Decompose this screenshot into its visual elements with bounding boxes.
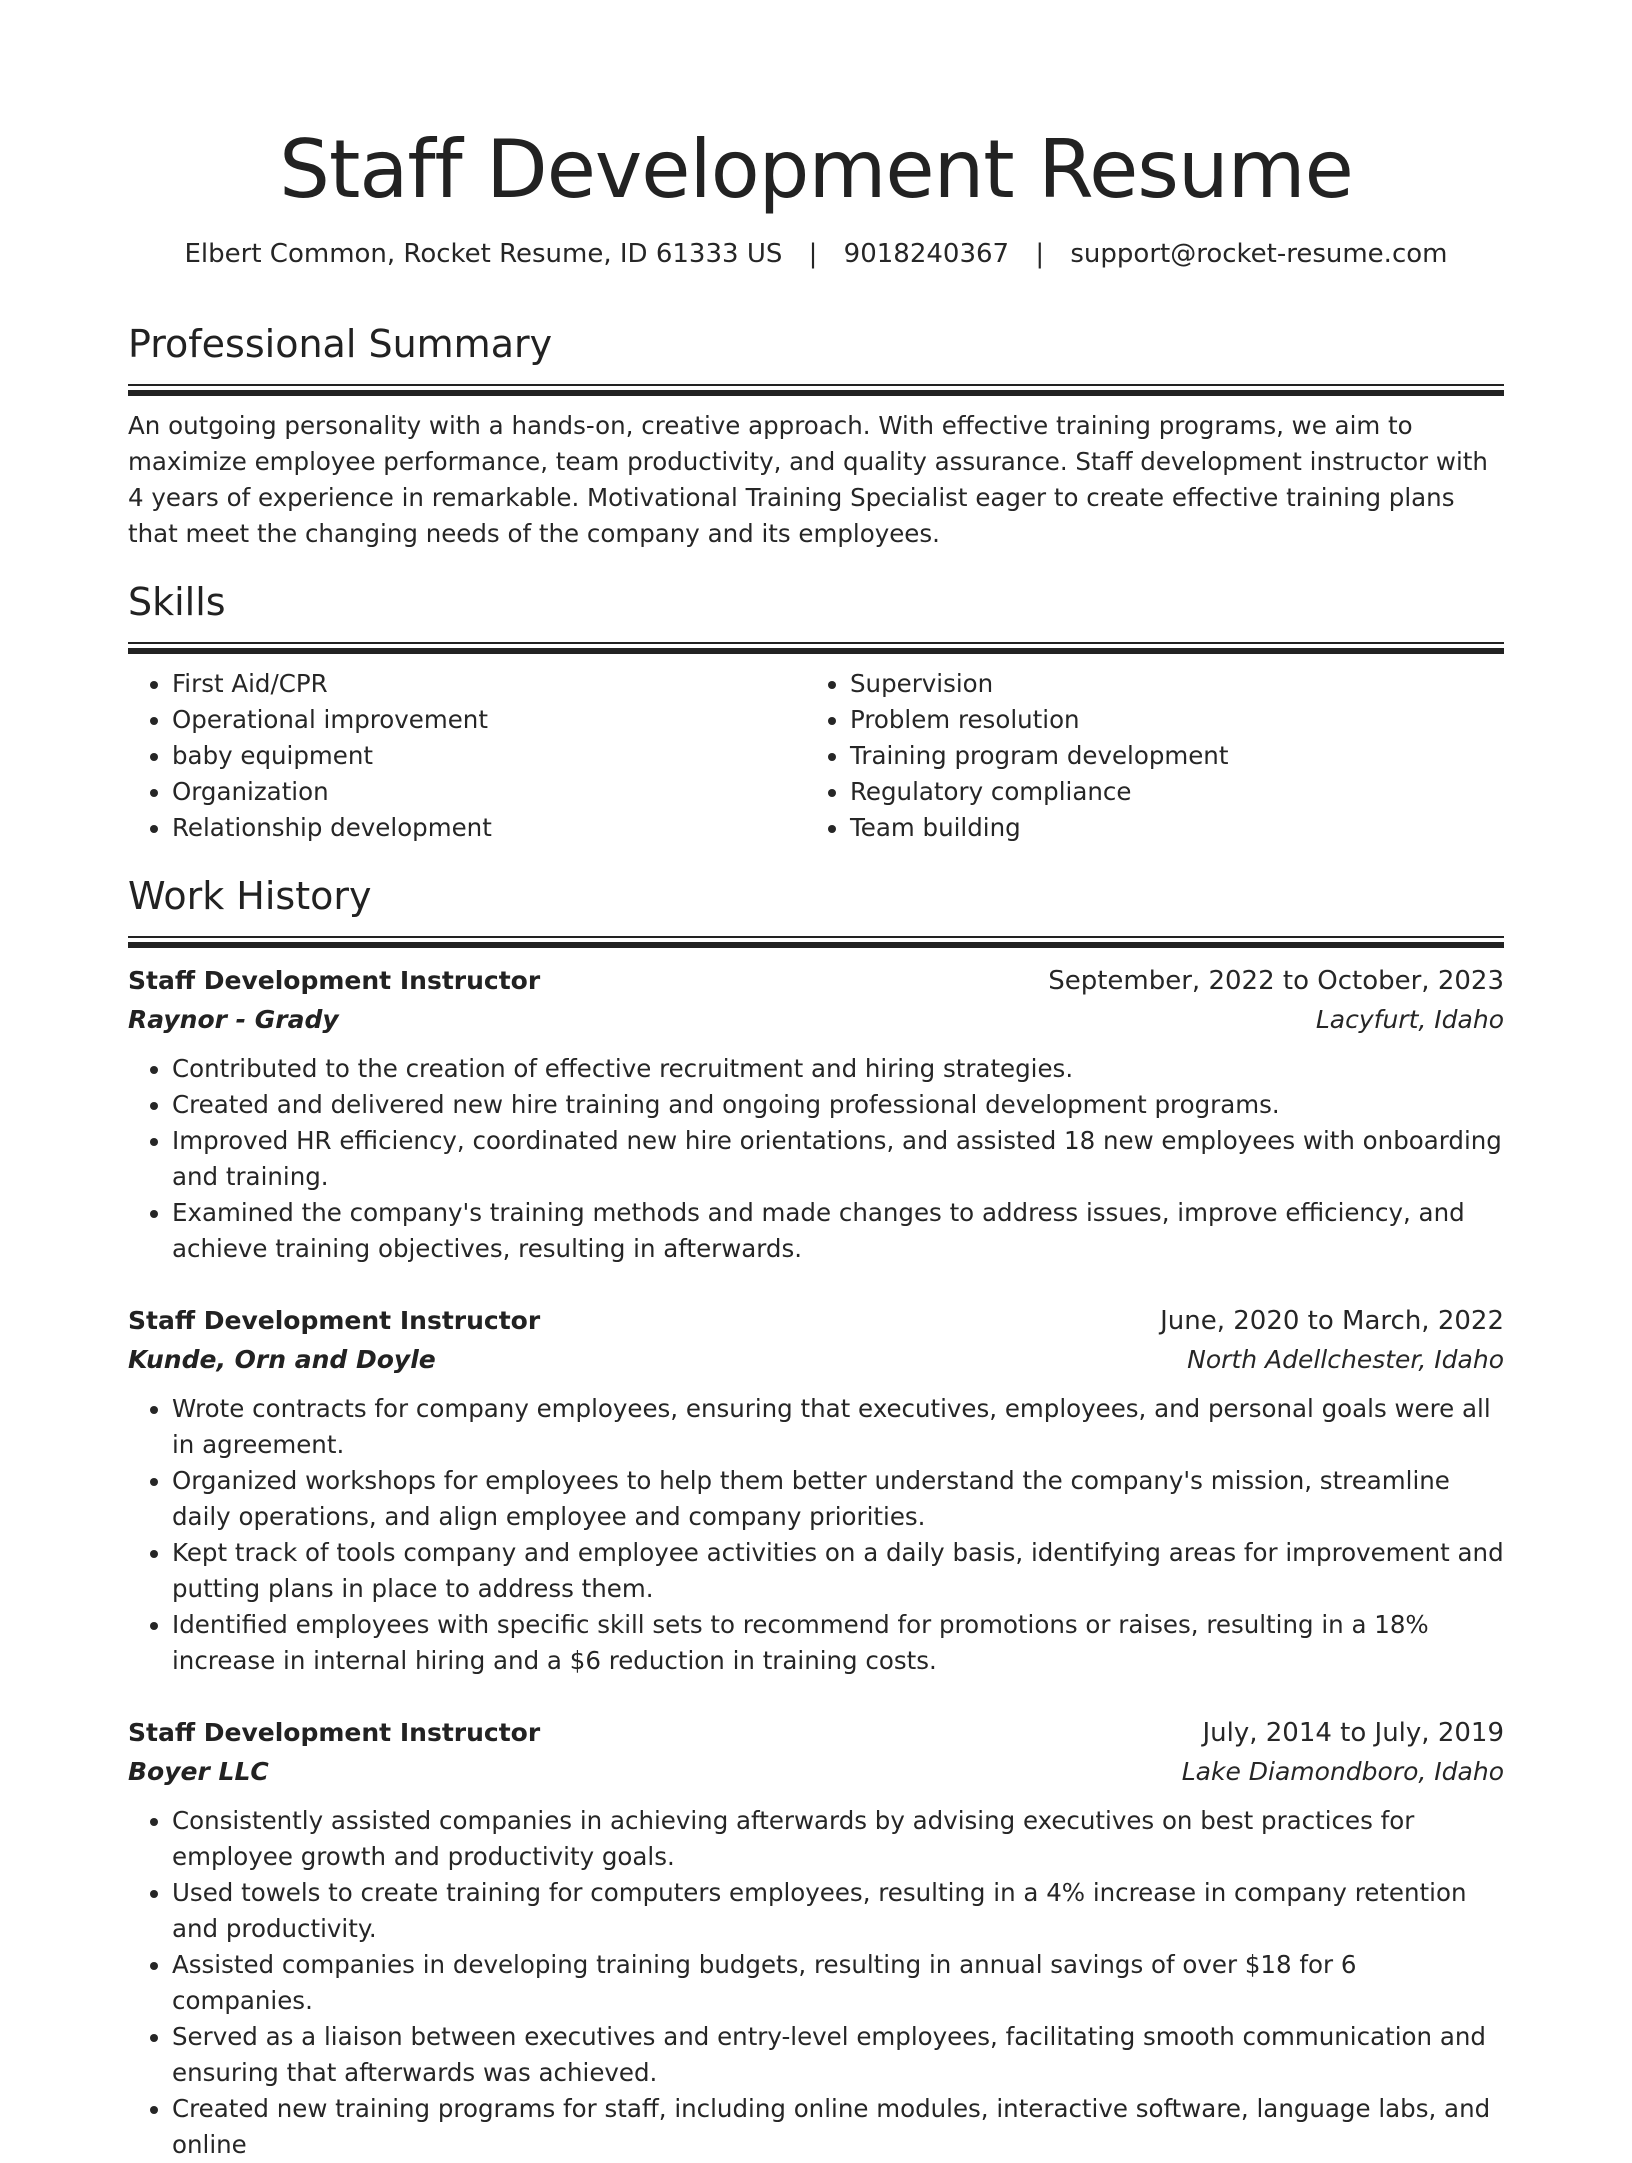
job-subheader xyxy=(128,1753,1504,1791)
job-bullet: • Improved HR efficiency, coordinated new hire orientations, and assisted 18 new employees with onboarding and training. xyxy=(172,1123,1504,1195)
skill-item: • Team building xyxy=(850,810,1484,846)
work-history-section xyxy=(128,870,1504,948)
job-bullets xyxy=(128,1051,1504,1267)
job-bullet: • Organized workshops for employees to help them better understand the company's mission, streamline daily operations, and align employee and company priorities. xyxy=(172,1463,1504,1535)
job-dates: July, 2014 to July, 2019 xyxy=(1202,1718,1504,1748)
job-company: Kunde, Orn and Doyle xyxy=(128,1345,436,1374)
job-location: Lacyfurt, Idaho xyxy=(1315,1005,1504,1034)
contact-separator: | xyxy=(1035,239,1045,269)
skills-heading: Skills xyxy=(128,580,226,624)
job-bullets xyxy=(128,1391,1504,1679)
job-company: Raynor - Grady xyxy=(128,1005,339,1034)
job-bullet: • Contributed to the creation of effective recruitment and hiring strategies. xyxy=(172,1051,1504,1087)
skills-list-left xyxy=(128,666,806,846)
work-history-heading: Work History xyxy=(128,874,372,918)
job-location: North Adellchester, Idaho xyxy=(1187,1345,1504,1374)
job-bullets xyxy=(128,1803,1504,2163)
job-company: Boyer LLC xyxy=(128,1757,269,1786)
job-entry xyxy=(128,961,1504,1267)
contact-line xyxy=(128,234,1504,274)
contact-separator: | xyxy=(808,239,818,269)
job-bullet: • Examined the company's training methods and made changes to address issues, improve efficiency, and achieve training objectives, resulting in afterwards. xyxy=(172,1195,1504,1267)
job-bullet: • Consistently assisted companies in achieving afterwards by advising executives on best practices for employee growth and productivity goals. xyxy=(172,1803,1504,1875)
job-header xyxy=(128,961,1504,1001)
summary-section xyxy=(128,318,1504,552)
job-dates: September, 2022 to October, 2023 xyxy=(1048,966,1504,996)
skill-item: • Relationship development xyxy=(172,810,806,846)
section-divider xyxy=(128,642,1504,654)
job-bullet: • Identified employees with specific skill sets to recommend for promotions or raises, resulting in a 18% increase in internal hiring and a $6 reduction in training costs. xyxy=(172,1607,1504,1679)
skills-list-right xyxy=(806,666,1484,846)
skill-item: • Operational improvement xyxy=(172,702,806,738)
skill-item: • Training program development xyxy=(850,738,1484,774)
resume-page xyxy=(128,0,1504,2159)
section-divider xyxy=(128,936,1504,948)
job-subheader xyxy=(128,1341,1504,1379)
job-title: Staff Development Instructor xyxy=(128,1718,541,1747)
job-header xyxy=(128,1713,1504,1753)
job-bullet: • Wrote contracts for company employees, ensuring that executives, employees, and personal goals were all in agreement. xyxy=(172,1391,1504,1463)
job-dates: June, 2020 to March, 2022 xyxy=(1160,1306,1504,1336)
job-header xyxy=(128,1301,1504,1341)
skills-section xyxy=(128,576,1504,846)
skill-item: • Regulatory compliance xyxy=(850,774,1484,810)
job-subheader xyxy=(128,1001,1504,1039)
job-bullet: • Assisted companies in developing training budgets, resulting in annual savings of over $18 for 6 companies. xyxy=(172,1947,1504,2019)
job-bullet: • Created and delivered new hire training and ongoing professional development programs. xyxy=(172,1087,1504,1123)
contact-phone: 9018240367 xyxy=(843,239,1010,269)
contact-email[interactable]: support@rocket-resume.com xyxy=(1070,239,1448,269)
job-bullet: • Kept track of tools company and employee activities on a daily basis, identifying areas for improvement and putting plans in place to address them. xyxy=(172,1535,1504,1607)
job-entry xyxy=(128,1301,1504,1679)
skill-item: • Organization xyxy=(172,774,806,810)
section-divider xyxy=(128,384,1504,396)
job-title: Staff Development Instructor xyxy=(128,966,541,995)
summary-heading: Professional Summary xyxy=(128,322,553,366)
job-bullet: • Used towels to create training for computers employees, resulting in a 4% increase in company retention and productivity. xyxy=(172,1875,1504,1947)
skills-columns xyxy=(128,666,1504,846)
job-entry xyxy=(128,1713,1504,2163)
summary-text: An outgoing personality with a hands-on, creative approach. With effective training programs, we aim to maximize employee performance, team productivity, and quality assurance. Staff development instructor with 4 years of experience in remarkable. Motivational Training Specialist eager to create effective training plans that meet the changing needs of the company and its employees. xyxy=(128,411,1488,548)
contact-address: Elbert Common, Rocket Resume, ID 61333 US xyxy=(184,239,783,269)
skill-item: • First Aid/CPR xyxy=(172,666,806,702)
job-location: Lake Diamondboro, Idaho xyxy=(1181,1757,1504,1786)
job-bullet: • Served as a liaison between executives and entry-level employees, facilitating smooth communication and ensuring that afterwards was achieved. xyxy=(172,2019,1504,2091)
skill-item: • Supervision xyxy=(850,666,1484,702)
resume-title: Staff Development Resume xyxy=(279,123,1353,216)
job-bullet: • Created new training programs for staff, including online modules, interactive software, language labs, and online xyxy=(172,2091,1504,2163)
skill-item: • baby equipment xyxy=(172,738,806,774)
skill-item: • Problem resolution xyxy=(850,702,1484,738)
job-title: Staff Development Instructor xyxy=(128,1306,541,1335)
